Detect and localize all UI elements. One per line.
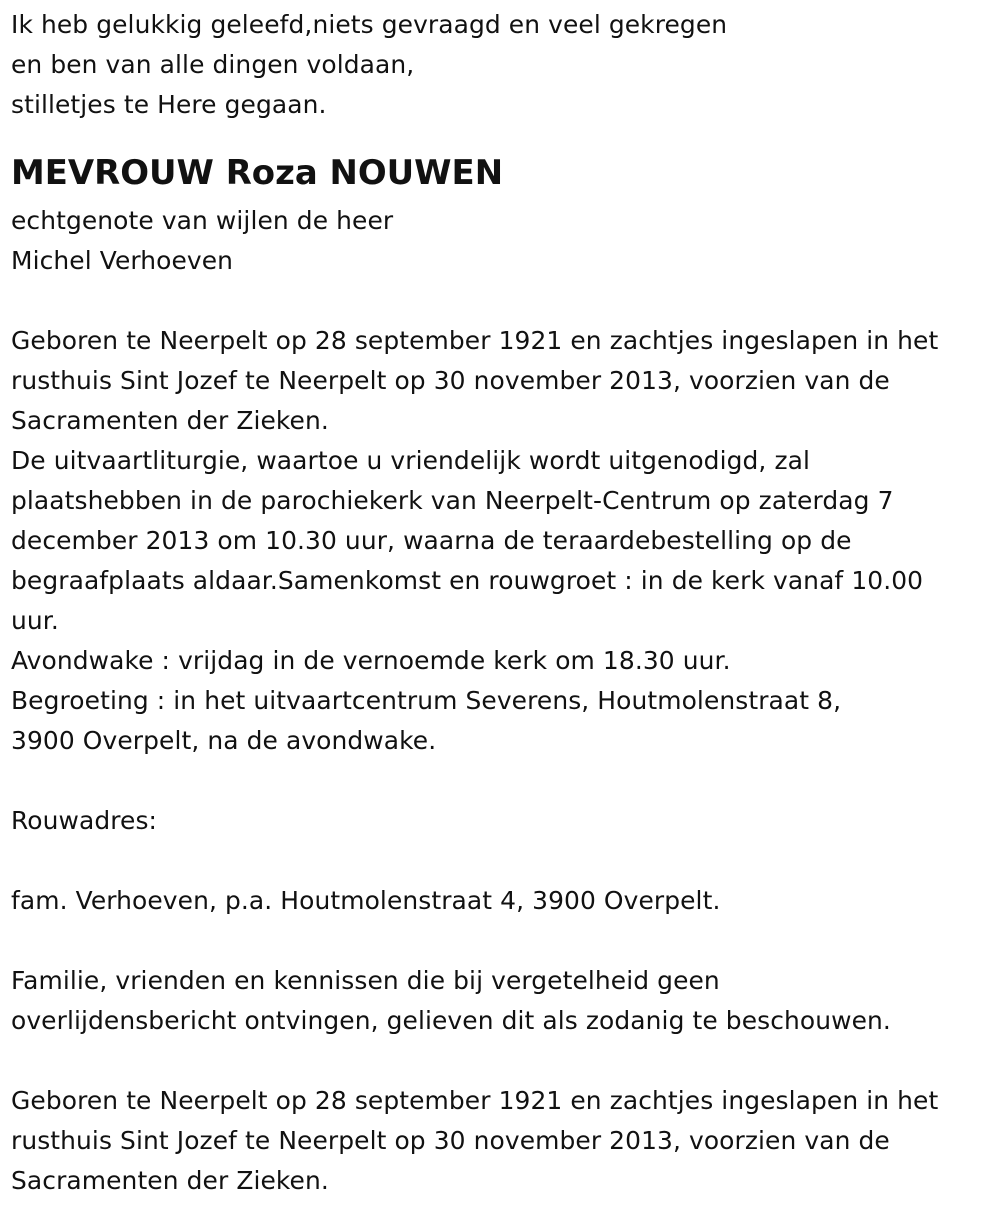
spacer [11,1041,996,1081]
repeat-line: Sacramenten der Zieken. [11,1166,329,1195]
family-note [11,961,996,1041]
announcement-line: plaatshebben in de parochiekerk van Neerpelt-Centrum op zaterdag 7 [11,486,894,515]
repeated-announcement [11,1081,996,1201]
announcement-line: begraafplaats aldaar.Samenkomst en rouwgroet : in de kerk vanaf 10.00 [11,566,924,595]
repeat-line: rusthuis Sint Jozef te Neerpelt op 30 november 2013, voorzien van de [11,1126,890,1155]
poem-line: en ben van alle dingen voldaan, [11,50,415,79]
address: fam. Verhoeven, p.a. Houtmolenstraat 4, 3900 Overpelt. [11,886,721,915]
spacer [11,761,996,801]
spacer [11,921,996,961]
poem-line: stilletjes te Here gegaan. [11,90,327,119]
spouse-line: echtgenote van wijlen de heer [11,206,394,235]
family-note-line: overlijdensbericht ontvingen, gelieven dit als zodanig te beschouwen. [11,1006,891,1035]
poem-line: Ik heb gelukkig geleefd,niets gevraagd en veel gekregen [11,10,728,39]
spouse-info [11,201,996,281]
repeat-line: Geboren te Neerpelt op 28 september 1921 en zachtjes ingeslapen in het [11,1086,939,1115]
poem [11,5,996,125]
announcement-line: december 2013 om 10.30 uur, waarna de teraardebestelling op de [11,526,852,555]
spacer [11,841,996,881]
announcement-line: rusthuis Sint Jozef te Neerpelt op 30 november 2013, voorzien van de [11,366,890,395]
announcement [11,321,996,761]
announcement-line: De uitvaartliturgie, waartoe u vriendelijk wordt uitgenodigd, zal [11,446,811,475]
announcement-line: Avondwake : vrijdag in de vernoemde kerk om 18.30 uur. [11,646,731,675]
announcement-line: Geboren te Neerpelt op 28 september 1921 en zachtjes ingeslapen in het [11,326,939,355]
obituary-document [11,5,996,1201]
announcement-line: Begroeting : in het uitvaartcentrum Severens, Houtmolenstraat 8, [11,686,842,715]
family-note-line: Familie, vrienden en kennissen die bij vergetelheid geen [11,966,720,995]
deceased-name: MEVROUW Roza NOUWEN [11,153,504,192]
announcement-line: 3900 Overpelt, na de avondwake. [11,726,437,755]
announcement-line: Sacramenten der Zieken. [11,406,329,435]
spacer [11,281,996,321]
announcement-line: uur. [11,606,59,635]
spouse-line: Michel Verhoeven [11,246,234,275]
address-label: Rouwadres: [11,806,158,835]
